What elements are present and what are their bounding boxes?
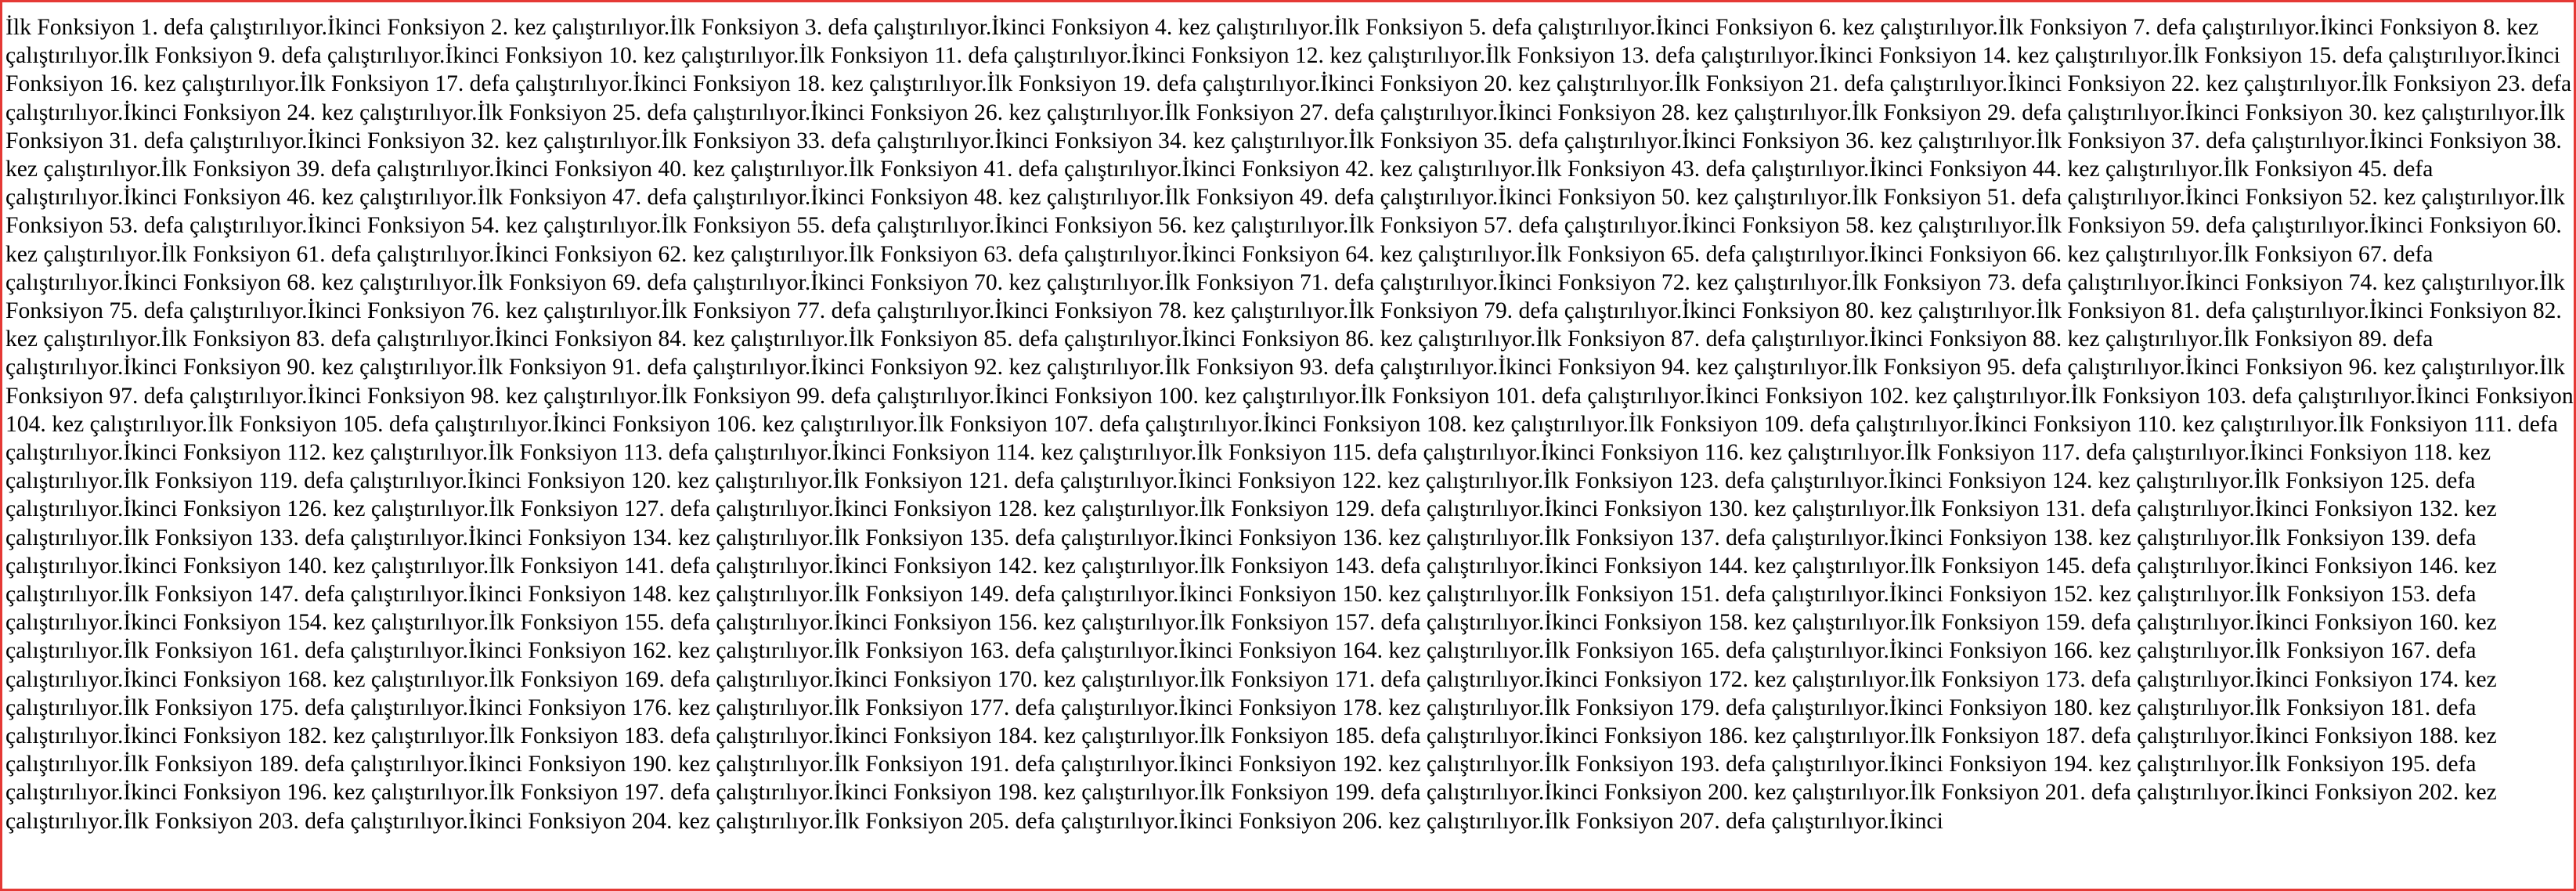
console-log-text: İlk Fonksiyon 1. defa çalıştırılıyor.İkinci Fonksiyon 2. kez çalıştırılıyor.İlk Fonksiyon 3. defa çalıştırılıyor.İkinci Fonksiyon 4. kez çalıştırılıyor.İlk Fonksiyon 5. defa çalıştırılıyor.İkinci Fonksiyon 6. kez çalıştırılıyor.İlk Fonksiyon 7. defa çalıştırılıyor.İkinci Fonksiyon 8. kez çalıştırılıyor.İlk Fonksiyon 9. defa çalıştırılıyor.İkinci Fonksiyon 10. kez çalıştırılıyor.İlk Fonksiyon 11. defa çalıştırılıyor.İkinci Fonksiyon 12. kez çalıştırılıyor.İlk Fonksiyon 13. defa çalıştırılıyor.İkinci Fonksiyon 14. kez çalıştırılıyor.İlk Fonksiyon 15. defa çalıştırılıyor.İkinci Fonksiyon 16. kez çalıştırılıyor.İlk Fonksiyon 17. defa çalıştırılıyor.İkinci Fonksiyon 18. kez çalıştırılıyor.İlk Fonksiyon 19. defa çalıştırılıyor.İkinci Fonksiyon 20. kez çalıştırılıyor.İlk Fonksiyon 21. defa çalıştırılıyor.İkinci Fonksiyon 22. kez çalıştırılıyor.İlk Fonksiyon 23. defa çalıştırılıyor.İkinci Fonksiyon 24. kez çalıştırılıyor.İlk Fonksiyon 25. defa çalıştırılıyor.İkinci Fonksiyon 26. kez çalıştırılıyor.İlk Fonksiyon 27. defa çalıştırılıyor.İkinci Fonksiyon 28. kez çalıştırılıyor.İlk Fonksiyon 29. defa çalıştırılıyor.İkinci Fonksiyon 30. kez çalıştırılıyor.İlk Fonksiyon 31. defa çalıştırılıyor.İkinci Fonksiyon 32. kez çalıştırılıyor.İlk Fonksiyon 33. defa çalıştırılıyor.İkinci Fonksiyon 34. kez çalıştırılıyor.İlk Fonksiyon 35. defa çalıştırılıyor.İkinci Fonksiyon 36. kez çalıştırılıyor.İlk Fonksiyon 37. defa çalıştırılıyor.İkinci Fonksiyon 38. kez çalıştırılıyor.İlk Fonksiyon 39. defa çalıştırılıyor.İkinci Fonksiyon 40. kez çalıştırılıyor.İlk Fonksiyon 41. defa çalıştırılıyor.İkinci Fonksiyon 42. kez çalıştırılıyor.İlk Fonksiyon 43. defa çalıştırılıyor.İkinci Fonksiyon 44. kez çalıştırılıyor.İlk Fonksiyon 45. defa çalıştırılıyor.İkinci Fonksiyon 46. kez çalıştırılıyor.İlk Fonksiyon 47. defa çalıştırılıyor.İkinci Fonksiyon 48. kez çalıştırılıyor.İlk Fonksiyon 49. defa çalıştırılıyor.İkinci Fonksiyon 50. kez çalıştırılıyor.İlk Fonksiyon 51. defa çalıştırılıyor.İkinci Fonksiyon 52. kez çalıştırılıyor.İlk Fonksiyon 53. defa çalıştırılıyor.İkinci Fonksiyon 54. kez çalıştırılıyor.İlk Fonksiyon 55. defa çalıştırılıyor.İkinci Fonksiyon 56. kez çalıştırılıyor.İlk Fonksiyon 57. defa çalıştırılıyor.İkinci Fonksiyon 58. kez çalıştırılıyor.İlk Fonksiyon 59. defa çalıştırılıyor.İkinci Fonksiyon 60. kez çalıştırılıyor.İlk Fonksiyon 61. defa çalıştırılıyor.İkinci Fonksiyon 62. kez çalıştırılıyor.İlk Fonksiyon 63. defa çalıştırılıyor.İkinci Fonksiyon 64. kez çalıştırılıyor.İlk Fonksiyon 65. defa çalıştırılıyor.İkinci Fonksiyon 66. kez çalıştırılıyor.İlk Fonksiyon 67. defa çalıştırılıyor.İkinci Fonksiyon 68. kez çalıştırılıyor.İlk Fonksiyon 69. defa çalıştırılıyor.İkinci Fonksiyon 70. kez çalıştırılıyor.İlk Fonksiyon 71. defa çalıştırılıyor.İkinci Fonksiyon 72. kez çalıştırılıyor.İlk Fonksiyon 73. defa çalıştırılıyor.İkinci Fonksiyon 74. kez çalıştırılıyor.İlk Fonksiyon 75. defa çalıştırılıyor.İkinci Fonksiyon 76. kez çalıştırılıyor.İlk Fonksiyon 77. defa çalıştırılıyor.İkinci Fonksiyon 78. kez çalıştırılıyor.İlk Fonksiyon 79. defa çalıştırılıyor.İkinci Fonksiyon 80. kez çalıştırılıyor.İlk Fonksiyon 81. defa çalıştırılıyor.İkinci Fonksiyon 82. kez çalıştırılıyor.İlk Fonksiyon 83. defa çalıştırılıyor.İkinci Fonksiyon 84. kez çalıştırılıyor.İlk Fonksiyon 85. defa çalıştırılıyor.İkinci Fonksiyon 86. kez çalıştırılıyor.İlk Fonksiyon 87. defa çalıştırılıyor.İkinci Fonksiyon 88. kez çalıştırılıyor.İlk Fonksiyon 89. defa çalıştırılıyor.İkinci Fonksiyon 90. kez çalıştırılıyor.İlk Fonksiyon 91. defa çalıştırılıyor.İkinci Fonksiyon 92. kez çalıştırılıyor.İlk Fonksiyon 93. defa çalıştırılıyor.İkinci Fonksiyon 94. kez çalıştırılıyor.İlk Fonksiyon 95. defa çalıştırılıyor.İkinci Fonksiyon 96. kez çalıştırılıyor.İlk Fonksiyon 97. defa çalıştırılıyor.İkinci Fonksiyon 98. kez çalıştırılıyor.İlk Fonksiyon 99. defa çalıştırılıyor.İkinci Fonksiyon 100. kez çalıştırılıyor.İlk Fonksiyon 101. defa çalıştırılıyor.İkinci Fonksiyon 102. kez çalıştırılıyor.İlk Fonksiyon 103. defa çalıştırılıyor.İkinci Fonksiyon 104. kez çalıştırılıyor.İlk Fonksiyon 105. defa çalıştırılıyor.İkinci Fonksiyon 106. kez çalıştırılıyor.İlk Fonksiyon 107. defa çalıştırılıyor.İkinci Fonksiyon 108. kez çalıştırılıyor.İlk Fonksiyon 109. defa çalıştırılıyor.İkinci Fonksiyon 110. kez çalıştırılıyor.İlk Fonksiyon 111. defa çalıştırılıyor.İkinci Fonksiyon 112. kez çalıştırılıyor.İlk Fonksiyon 113. defa çalıştırılıyor.İkinci Fonksiyon 114. kez çalıştırılıyor.İlk Fonksiyon 115. defa çalıştırılıyor.İkinci Fonksiyon 116. kez çalıştırılıyor.İlk Fonksiyon 117. defa çalıştırılıyor.İkinci Fonksiyon 118. kez çalıştırılıyor.İlk Fonksiyon 119. defa çalıştırılıyor.İkinci Fonksiyon 120. kez çalıştırılıyor.İlk Fonksiyon 121. defa çalıştırılıyor.İkinci Fonksiyon 122. kez çalıştırılıyor.İlk Fonksiyon 123. defa çalıştırılıyor.İkinci Fonksiyon 124. kez çalıştırılıyor.İlk Fonksiyon 125. defa çalıştırılıyor.İkinci Fonksiyon 126. kez çalıştırılıyor.İlk Fonksiyon 127. defa çalıştırılıyor.İkinci Fonksiyon 128. kez çalıştırılıyor.İlk Fonksiyon 129. defa çalıştırılıyor.İkinci Fonksiyon 130. kez çalıştırılıyor.İlk Fonksiyon 131. defa çalıştırılıyor.İkinci Fonksiyon 132. kez çalıştırılıyor.İlk Fonksiyon 133. defa çalıştırılıyor.İkinci Fonksiyon 134. kez çalıştırılıyor.İlk Fonksiyon 135. defa çalıştırılıyor.İkinci Fonksiyon 136. kez çalıştırılıyor.İlk Fonksiyon 137. defa çalıştırılıyor.İkinci Fonksiyon 138. kez çalıştırılıyor.İlk Fonksiyon 139. defa çalıştırılıyor.İkinci Fonksiyon 140. kez çalıştırılıyor.İlk Fonksiyon 141. defa çalıştırılıyor.İkinci Fonksiyon 142. kez çalıştırılıyor.İlk Fonksiyon 143. defa çalıştırılıyor.İkinci Fonksiyon 144. kez çalıştırılıyor.İlk Fonksiyon 145. defa çalıştırılıyor.İkinci Fonksiyon 146. kez çalıştırılıyor.İlk Fonksiyon 147. defa çalıştırılıyor.İkinci Fonksiyon 148. kez çalıştırılıyor.İlk Fonksiyon 149. defa çalıştırılıyor.İkinci Fonksiyon 150. kez çalıştırılıyor.İlk Fonksiyon 151. defa çalıştırılıyor.İkinci Fonksiyon 152. kez çalıştırılıyor.İlk Fonksiyon 153. defa çalıştırılıyor.İkinci Fonksiyon 154. kez çalıştırılıyor.İlk Fonksiyon 155. defa çalıştırılıyor.İkinci Fonksiyon 156. kez çalıştırılıyor.İlk Fonksiyon 157. defa çalıştırılıyor.İkinci Fonksiyon 158. kez çalıştırılıyor.İlk Fonksiyon 159. defa çalıştırılıyor.İkinci Fonksiyon 160. kez çalıştırılıyor.İlk Fonksiyon 161. defa çalıştırılıyor.İkinci Fonksiyon 162. kez çalıştırılıyor.İlk Fonksiyon 163. defa çalıştırılıyor.İkinci Fonksiyon 164. kez çalıştırılıyor.İlk Fonksiyon 165. defa çalıştırılıyor.İkinci Fonksiyon 166. kez çalıştırılıyor.İlk Fonksiyon 167. defa çalıştırılıyor.İkinci Fonksiyon 168. kez çalıştırılıyor.İlk Fonksiyon 169. defa çalıştırılıyor.İkinci Fonksiyon 170. kez çalıştırılıyor.İlk Fonksiyon 171. defa çalıştırılıyor.İkinci Fonksiyon 172. kez çalıştırılıyor.İlk Fonksiyon 173. defa çalıştırılıyor.İkinci Fonksiyon 174. kez çalıştırılıyor.İlk Fonksiyon 175. defa çalıştırılıyor.İkinci Fonksiyon 176. kez çalıştırılıyor.İlk Fonksiyon 177. defa çalıştırılıyor.İkinci Fonksiyon 178. kez çalıştırılıyor.İlk Fonksiyon 179. defa çalıştırılıyor.İkinci Fonksiyon 180. kez çalıştırılıyor.İlk Fonksiyon 181. defa çalıştırılıyor.İkinci Fonksiyon 182. kez çalıştırılıyor.İlk Fonksiyon 183. defa çalıştırılıyor.İkinci Fonksiyon 184. kez çalıştırılıyor.İlk Fonksiyon 185. defa çalıştırılıyor.İkinci Fonksiyon 186. kez çalıştırılıyor.İlk Fonksiyon 187. defa çalıştırılıyor.İkinci Fonksiyon 188. kez çalıştırılıyor.İlk Fonksiyon 189. defa çalıştırılıyor.İkinci Fonksiyon 190. kez çalıştırılıyor.İlk Fonksiyon 191. defa çalıştırılıyor.İkinci Fonksiyon 192. kez çalıştırılıyor.İlk Fonksiyon 193. defa çalıştırılıyor.İkinci Fonksiyon 194. kez çalıştırılıyor.İlk Fonksiyon 195. defa çalıştırılıyor.İkinci Fonksiyon 196. kez çalıştırılıyor.İlk Fonksiyon 197. defa çalıştırılıyor.İkinci Fonksiyon 198. kez çalıştırılıyor.İlk Fonksiyon 199. defa çalıştırılıyor.İkinci Fonksiyon 200. kez çalıştırılıyor.İlk Fonksiyon 201. defa çalıştırılıyor.İkinci Fonksiyon 202. kez çalıştırılıyor.İlk Fonksiyon 203. defa çalıştırılıyor.İkinci Fonksiyon 204. kez çalıştırılıyor.İlk Fonksiyon 205. defa çalıştırılıyor.İkinci Fonksiyon 206. kez çalıştırılıyor.İlk Fonksiyon 207. defa çalıştırılıyor.İkinci xyxy=(5,15,2574,834)
